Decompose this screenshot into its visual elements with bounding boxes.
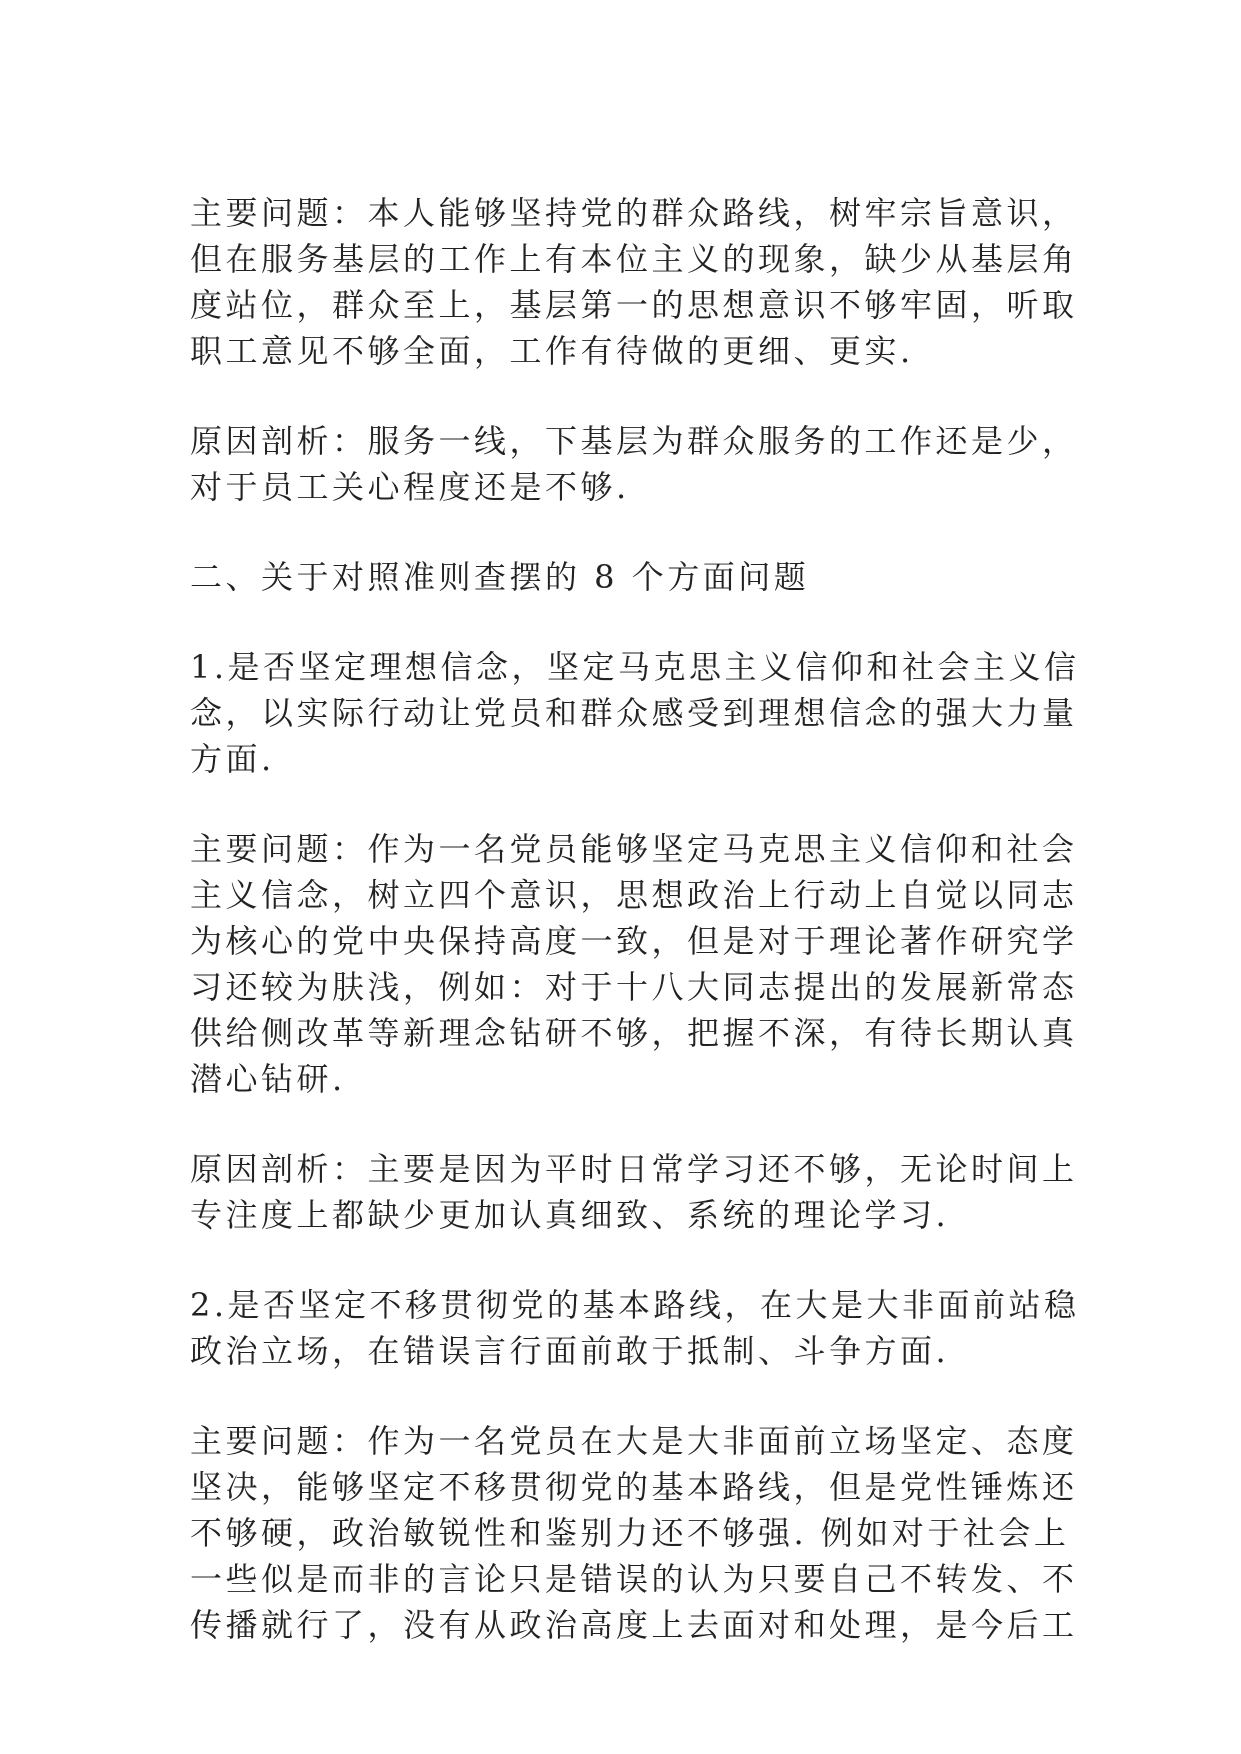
paragraph-cause-analysis-2 bbox=[190, 1146, 1078, 1238]
paragraph-cause-analysis-1 bbox=[190, 418, 1078, 510]
text-line: 度站位，群众至上，基层第一的思想意识不够牢固，听取 bbox=[190, 286, 1078, 324]
paragraph-item-2 bbox=[190, 1282, 1080, 1374]
text-line: 主要问题：作为一名党员在大是大非面前立场坚定、态度 bbox=[190, 1422, 1078, 1460]
text-line: 专注度上都缺少更加认真细致、系统的理论学习. bbox=[190, 1196, 950, 1234]
text-line: 一些似是而非的言论只是错误的认为只要自己不转发、不 bbox=[190, 1560, 1078, 1598]
section-heading bbox=[190, 554, 1030, 600]
text-line: 供给侧改革等新理念钻研不够，把握不深，有待长期认真 bbox=[190, 1014, 1078, 1052]
text-line: 方面. bbox=[190, 740, 275, 778]
text-line: 习还较为肤浅，例如：对于十八大同志提出的发展新常态 bbox=[190, 968, 1078, 1006]
text-line: 2.是否坚定不移贯彻党的基本路线，在大是大非面前站稳 bbox=[190, 1286, 1080, 1324]
text-line: 但在服务基层的工作上有本位主义的现象，缺少从基层角 bbox=[190, 240, 1078, 278]
text-line: 主要问题：本人能够坚持党的群众路线，树牢宗旨意识， bbox=[190, 194, 1078, 232]
text-line: 主义信念，树立四个意识，思想政治上行动上自觉以同志 bbox=[190, 876, 1078, 914]
text-line: 传播就行了，没有从政治高度上去面对和处理，是今后工 bbox=[190, 1606, 1078, 1644]
text-line: 职工意见不够全面，工作有待做的更细、更实. bbox=[190, 332, 914, 370]
text-line: 原因剖析：服务一线，下基层为群众服务的工作还是少， bbox=[190, 422, 1078, 460]
text-line: 不够硬，政治敏锐性和鉴别力还不够强. 例如对于社会上 bbox=[190, 1514, 1070, 1552]
text-line: 为核心的党中央保持高度一致，但是对于理论著作研究学 bbox=[190, 922, 1078, 960]
text-line: 原因剖析：主要是因为平时日常学习还不够，无论时间上 bbox=[190, 1150, 1078, 1188]
paragraph-item-1 bbox=[190, 644, 1080, 782]
text-line: 潜心钻研. bbox=[190, 1060, 346, 1098]
text-line: 二、关于对照准则查摆的 8 个方面问题 bbox=[190, 558, 810, 596]
document-body bbox=[190, 190, 1080, 1692]
text-line: 念，以实际行动让党员和群众感受到理想信念的强大力量 bbox=[190, 694, 1078, 732]
text-line: 1.是否坚定理想信念，坚定马克思主义信仰和社会主义信 bbox=[190, 648, 1080, 686]
text-line: 政治立场，在错误言行面前敢于抵制、斗争方面. bbox=[190, 1332, 950, 1370]
paragraph-main-problem-3 bbox=[190, 1418, 1078, 1648]
text-line: 坚决，能够坚定不移贯彻党的基本路线，但是党性锤炼还 bbox=[190, 1468, 1078, 1506]
text-line: 对于员工关心程度还是不够. bbox=[190, 468, 630, 506]
text-line: 主要问题：作为一名党员能够坚定马克思主义信仰和社会 bbox=[190, 830, 1078, 868]
paragraph-main-problem-2 bbox=[190, 826, 1078, 1102]
paragraph-main-problem-1 bbox=[190, 190, 1078, 374]
